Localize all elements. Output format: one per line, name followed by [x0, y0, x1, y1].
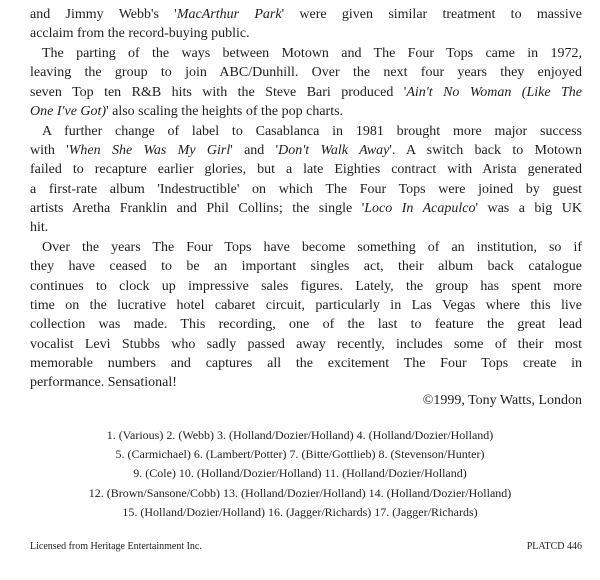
- text-run: seven Top ten R&B hits with the Steve Bari produced ': [30, 84, 407, 100]
- text-line: leaving the group to join ABC/Dunhill. Over the next four years they enjoyed: [30, 65, 582, 81]
- catalog-number: PLATCD 446: [526, 541, 582, 552]
- text-line: acclaim from the record-buying public.: [30, 26, 250, 42]
- author-credit: ©1999, Tony Watts, London: [422, 393, 582, 408]
- text-line: [30, 199, 582, 218]
- song-title: One I've Got): [30, 103, 107, 119]
- text-line: A further change of label to Casablanca in 1981 brought more major success: [42, 123, 582, 139]
- paragraph: [30, 238, 582, 392]
- text-run: ' was a big UK: [475, 200, 582, 216]
- paragraph: [30, 122, 582, 238]
- paragraph: [30, 44, 582, 121]
- writer-line: 9. (Cole) 10. (Holland/Dozier/Holland) 11. (Holland/Dozier/Holland): [133, 466, 467, 481]
- text-line: The parting of the ways between Motown and The Four Tops came in 1972,: [42, 46, 582, 62]
- text-line: [30, 141, 582, 160]
- writer-line: 1. (Various) 2. (Webb) 3. (Holland/Dozier/Holland) 4. (Holland/Dozier/Holland): [106, 428, 494, 442]
- text-line: time on the lucrative hotel cabaret circuit, particularly in Las Vegas where this live: [30, 297, 582, 313]
- song-title: MacArthur Park: [176, 7, 282, 22]
- liner-notes-body: [30, 5, 582, 393]
- text-run: ' also scaling the heights of the pop charts.: [106, 103, 344, 119]
- writer-line: 15. (Holland/Dozier/Holland) 16. (Jagger/Richards) 17. (Jagger/Richards): [122, 504, 478, 519]
- license-notice: Licensed from Heritage Entertainment Inc.: [30, 541, 202, 552]
- text-line: [30, 102, 582, 121]
- text-line: memorable numbers and captures all the excitement The Four Tops create in: [30, 355, 582, 371]
- text-line: failed to recapture earlier glories, but a late Eighties contract with Arista generated: [30, 162, 582, 178]
- text-line: continues to clock up impressive sales figures. Lately, the group has spent more: [30, 278, 582, 294]
- text-line: [30, 83, 582, 102]
- songwriter-credits: [0, 426, 600, 522]
- writer-line: 5. (Carmichael) 6. (Lambert/Potter) 7. (Bitte/Gottlieb) 8. (Stevenson/Hunter): [115, 447, 485, 462]
- text-line: vocalist Levi Stubbs who sadly passed away recently, includes some of their most: [30, 336, 582, 352]
- writer-line: 12. (Brown/Sansone/Cobb) 13. (Holland/Dozier/Holland) 14. (Holland/Dozier/Holland): [88, 485, 512, 500]
- song-title: Loco In Acapulco: [364, 200, 476, 216]
- text-line: Over the years The Four Tops have become something of an institution, so if: [42, 240, 582, 256]
- text-run: artists Aretha Franklin and Phil Collins; the single ': [30, 200, 365, 216]
- text-run: with ': [30, 143, 69, 159]
- text-run: '. A switch back to Motown: [389, 143, 582, 159]
- text-line: [30, 5, 582, 24]
- song-title: Ain't No Woman (Like The: [406, 84, 583, 100]
- text-run: and Jimmy Webb's ': [30, 7, 177, 22]
- text-line: hit.: [30, 220, 49, 236]
- text-line: performance. Sensational!: [30, 375, 177, 391]
- text-run: ' and ': [230, 143, 279, 159]
- text-line: a first-rate album 'Indestructible' on which The Four Tops were joined by guest: [30, 181, 582, 197]
- song-title: When She Was My Girl: [68, 143, 231, 159]
- song-title: Don't Walk Away: [278, 143, 390, 159]
- text-line: collection was made. This recording, one of the last to feature the great lead: [30, 317, 582, 333]
- paragraph: [30, 5, 582, 44]
- text-line: they have ceased to be an important singles act, their album back catalogue: [30, 259, 582, 275]
- text-run: ' were given similar treatment to massive: [281, 7, 582, 22]
